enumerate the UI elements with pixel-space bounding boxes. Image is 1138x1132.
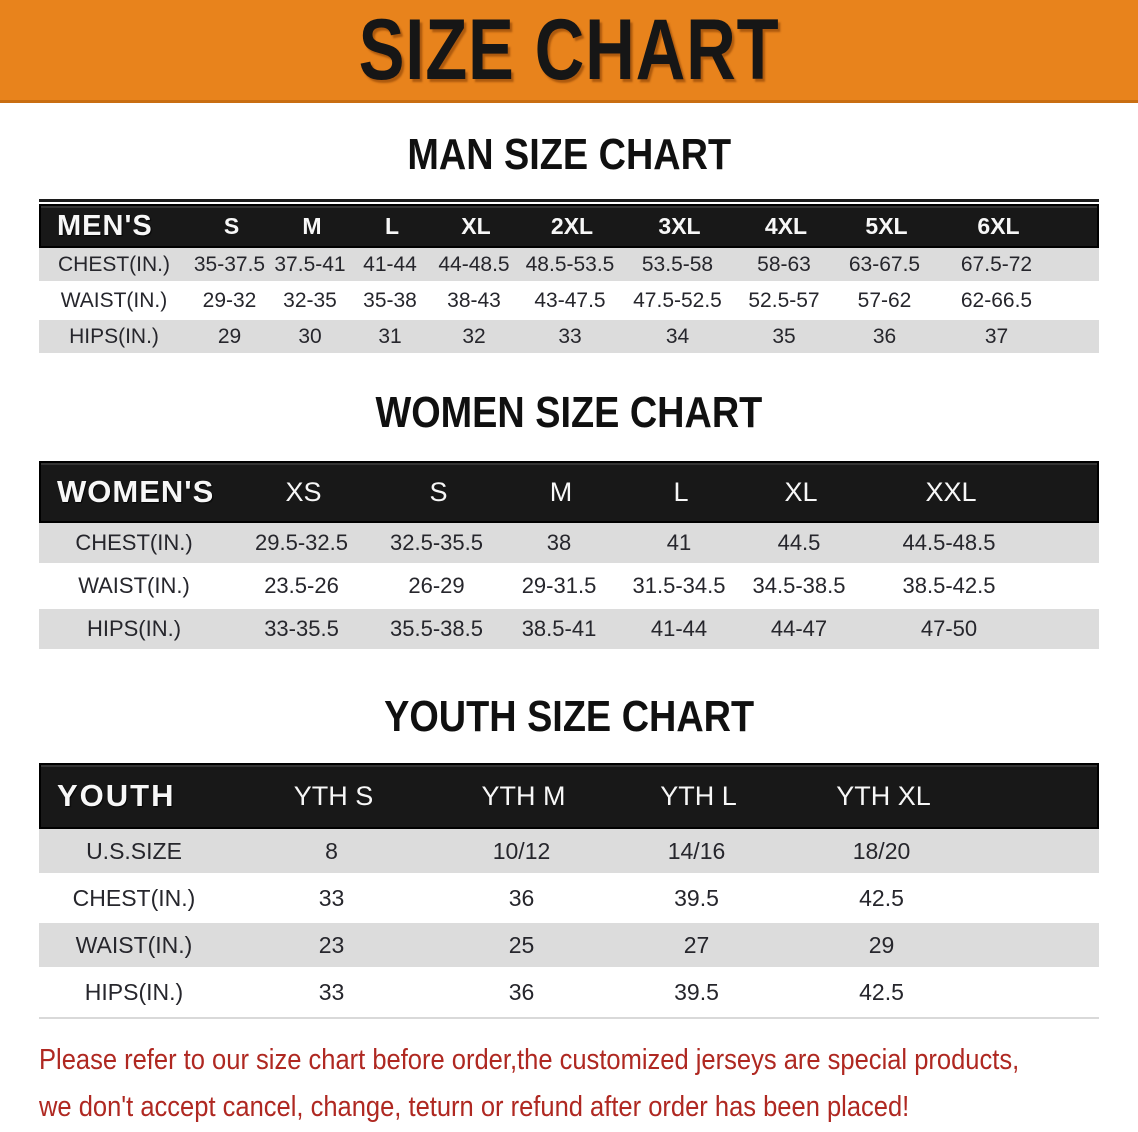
table-cell: 36 [508, 884, 535, 911]
table-cell: 32 [462, 324, 486, 348]
column-header: YTH M [481, 780, 566, 811]
table-cell: 39.5 [674, 884, 719, 911]
table-cell: 57-62 [857, 288, 912, 312]
youth-size-table [39, 763, 1099, 1019]
row-label: CHEST(IN.) [75, 530, 193, 555]
table-cell: 67.5-72 [960, 252, 1033, 276]
table-cell: 44.5-48.5 [902, 530, 996, 555]
table-row [39, 609, 1099, 649]
table-row [39, 923, 1099, 967]
table-cell: 37.5-41 [274, 252, 346, 276]
column-header: L [673, 476, 689, 507]
table-cell: 63-67.5 [848, 252, 921, 276]
table-row [39, 320, 1099, 353]
women-size-chart-heading-text: WOMEN SIZE CHART [375, 388, 763, 437]
row-label: WAIST(IN.) [60, 288, 168, 312]
table-cell: 58-63 [757, 252, 811, 276]
man-size-chart-heading [0, 130, 1138, 179]
table-cell: 42.5 [859, 978, 904, 1005]
table-cell: 52.5-57 [748, 288, 820, 312]
table-cell: 43-47.5 [534, 288, 606, 312]
women-size-chart-heading [0, 388, 1138, 437]
column-header: S [223, 212, 240, 239]
table-cell: 29 [217, 324, 242, 348]
table-cell: 38.5-42.5 [902, 573, 996, 598]
disclaimer-line-1: Please refer to our size chart before order,the customized jerseys are special products, [39, 1044, 1020, 1076]
row-label: WAIST(IN.) [78, 573, 190, 598]
row-label: HIPS(IN.) [69, 324, 159, 348]
table-cell: 33-35.5 [264, 616, 339, 641]
youth-size-chart-heading [0, 692, 1138, 741]
table-cell: 41-44 [363, 252, 417, 276]
table-cell: 32.5-35.5 [390, 530, 483, 555]
column-header: XL [461, 212, 491, 239]
column-header: XS [285, 476, 322, 507]
man-size-chart-heading-text: MAN SIZE CHART [407, 130, 731, 179]
column-header: M [302, 212, 322, 239]
table-cell: 29-32 [202, 288, 257, 312]
table-cell: 23.5-26 [264, 573, 339, 598]
row-label: HIPS(IN.) [84, 978, 184, 1005]
table-header-row [39, 461, 1099, 523]
column-header: 6XL [977, 212, 1020, 239]
table-corner-label: WOMEN'S [57, 474, 215, 509]
table-cell: 42.5 [859, 884, 904, 911]
table-cell: 41-44 [650, 616, 708, 641]
table-cell: 31.5-34.5 [632, 573, 726, 598]
table-cell: 29-31.5 [521, 573, 597, 598]
table-cell: 35-37.5 [193, 252, 266, 276]
page-title: SIZE CHART [358, 2, 780, 98]
table-cell: 34.5-38.5 [752, 573, 846, 598]
table-row [39, 248, 1099, 281]
column-header: YTH XL [836, 780, 931, 811]
table-cell: 38 [546, 530, 572, 555]
table-cell: 32-35 [283, 288, 337, 312]
column-header: 3XL [658, 212, 701, 239]
table-row [39, 876, 1099, 920]
table-cell: 33 [318, 884, 345, 911]
disclaimer-line-2: we don't accept cancel, change, teturn or refund after order has been placed! [39, 1091, 910, 1123]
table-header-row [39, 204, 1099, 248]
table-cell: 34 [665, 324, 690, 348]
table-cell: 44.5 [777, 530, 821, 555]
column-header: 5XL [865, 212, 908, 239]
mens-size-table [39, 199, 1099, 353]
table-cell: 26-29 [408, 573, 465, 598]
row-label: U.S.SIZE [86, 837, 182, 864]
row-label: HIPS(IN.) [86, 616, 182, 641]
row-label: CHEST(IN.) [58, 252, 170, 276]
column-header: YTH L [660, 780, 737, 811]
column-header: 2XL [550, 212, 594, 239]
column-header: XL [784, 476, 818, 507]
table-cell: 36 [508, 978, 535, 1005]
table-cell: 29.5-32.5 [255, 530, 348, 555]
table-cell: 41 [666, 530, 692, 555]
table-cell: 53.5-58 [641, 252, 714, 276]
table-cell: 33 [318, 978, 345, 1005]
table-cell: 27 [683, 931, 710, 958]
column-header: XXL [925, 476, 977, 507]
column-header: S [429, 476, 448, 507]
column-header: YTH S [293, 780, 374, 811]
row-label: WAIST(IN.) [75, 931, 193, 958]
table-corner-label: YOUTH [57, 778, 176, 813]
table-row [39, 829, 1099, 873]
table-cell: 38-43 [447, 288, 501, 312]
table-cell: 35-38 [363, 288, 417, 312]
table-row [39, 970, 1099, 1014]
size-chart-banner [0, 0, 1138, 103]
table-cell: 8 [325, 837, 338, 864]
column-header: L [384, 212, 400, 239]
womens-size-table [39, 461, 1099, 649]
table-cell: 31 [378, 324, 402, 348]
table-cell: 47.5-52.5 [633, 288, 722, 312]
table-header-row [39, 763, 1099, 829]
table-cell: 18/20 [852, 837, 911, 864]
table-cell: 48.5-53.5 [525, 252, 615, 276]
table-cell: 44-47 [770, 616, 828, 641]
table-cell: 38.5-41 [521, 616, 597, 641]
table-cell: 36 [872, 324, 897, 348]
table-cell: 35.5-38.5 [390, 616, 483, 641]
table-cell: 30 [298, 324, 322, 348]
table-row [39, 523, 1099, 563]
table-cell: 25 [508, 931, 535, 958]
order-disclaimer [39, 1037, 1099, 1131]
table-cell: 37 [984, 324, 1009, 348]
table-cell: 35 [772, 324, 796, 348]
table-cell: 14/16 [667, 837, 726, 864]
column-header: M [549, 476, 573, 507]
row-label: CHEST(IN.) [72, 884, 196, 911]
table-cell: 39.5 [674, 978, 719, 1005]
table-cell: 33 [558, 324, 582, 348]
table-cell: 47-50 [920, 616, 978, 641]
table-row [39, 284, 1099, 317]
table-cell: 29 [868, 931, 895, 958]
table-row [39, 566, 1099, 606]
youth-size-chart-heading-text: YOUTH SIZE CHART [383, 692, 754, 741]
column-header: 4XL [764, 212, 808, 239]
table-cell: 44-48.5 [438, 252, 510, 276]
table-corner-label: MEN'S [57, 209, 153, 242]
table-cell: 62-66.5 [960, 288, 1033, 312]
table-cell: 10/12 [492, 837, 551, 864]
table-cell: 23 [318, 931, 345, 958]
